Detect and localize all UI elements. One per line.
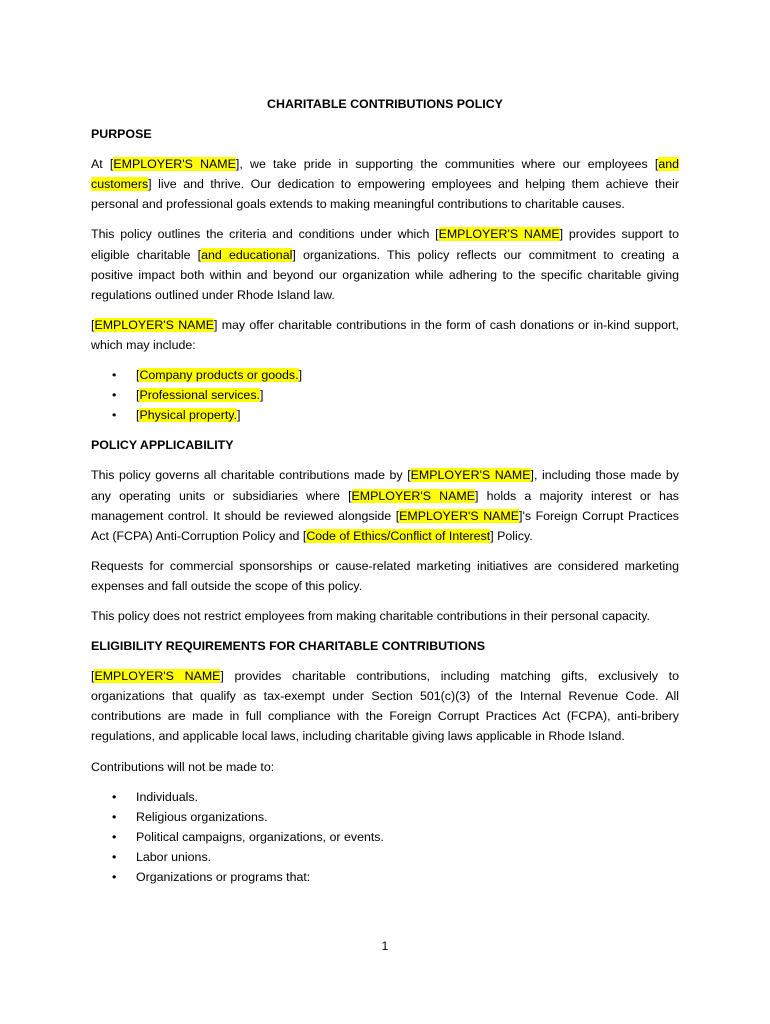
text-run: [ — [136, 408, 140, 423]
bullet-icon: • — [112, 870, 117, 884]
text-run: ] may offer charitable contributions in the form of cash donations or in-kind support, which may include: — [91, 317, 679, 352]
placeholder-employer-name: EMPLOYER'S NAME — [438, 227, 560, 242]
placeholder-employer-name: EMPLOYER'S NAME — [399, 508, 520, 523]
section-heading-applicability: POLICY APPLICABILITY — [91, 438, 234, 453]
text-run: [ — [136, 368, 140, 383]
text-run: This policy governs all charitable contributions made by [ — [91, 468, 411, 483]
bullet-icon: • — [112, 849, 117, 864]
text-run: [ — [91, 669, 95, 684]
bullet-icon: • — [112, 388, 117, 403]
list-item — [91, 807, 679, 827]
placeholder-professional-services: Professional services. — [139, 388, 260, 403]
text-run: [ — [136, 388, 140, 403]
bullet-icon: • — [112, 809, 117, 824]
list-item — [91, 405, 679, 425]
applicability-paragraph-2: Requests for commercial sponsorships or cause-related marketing initiatives are considered marketing expenses and fall outside the scope of this policy. — [91, 558, 679, 593]
placeholder-employer-name: EMPLOYER'S NAME — [410, 468, 531, 483]
list-item-text: Religious organizations. — [136, 809, 268, 824]
text-run: ]'s Foreign Corrupt Practices Act (FCPA) Anti-Corruption Policy and [ — [91, 508, 679, 543]
bullet-icon: • — [112, 789, 117, 804]
text-run: At [ — [91, 157, 114, 172]
document-body — [91, 94, 679, 897]
text-run: ] — [259, 388, 264, 403]
page-number: 1 — [381, 939, 389, 953]
eligibility-paragraph-2: Contributions will not be made to: — [91, 759, 275, 774]
placeholder-and-customers: and customers — [91, 157, 679, 192]
purpose-paragraph-2 — [91, 224, 679, 304]
list-item — [91, 365, 679, 385]
excluded-recipients-list — [91, 787, 679, 887]
text-run: ] — [298, 368, 303, 383]
text-run: ] holds a majority interest or has management control. It should be reviewed alongside [ — [91, 488, 679, 523]
text-run: [ — [91, 317, 95, 332]
placeholder-code-of-ethics: Code of Ethics/Conflict of Interest — [306, 528, 491, 543]
section-heading-purpose: PURPOSE — [91, 127, 152, 142]
placeholder-and-educational: and educational — [201, 247, 293, 262]
document-title: CHARITABLE CONTRIBUTIONS POLICY — [267, 97, 503, 111]
section-heading-eligibility: ELIGIBILITY REQUIREMENTS FOR CHARITABLE CONTRIBUTIONS — [91, 639, 485, 654]
text-run: ] — [237, 408, 241, 423]
eligibility-paragraph-1 — [91, 666, 679, 746]
placeholder-employer-name: EMPLOYER'S NAME — [351, 488, 475, 503]
in-kind-support-list — [91, 365, 679, 425]
text-run: ], including those made by any operating units or subsidiaries where [ — [91, 468, 679, 503]
list-item — [91, 827, 679, 847]
text-run: ], we take pride in supporting the communities where our employees [ — [235, 157, 659, 172]
list-item-text: Individuals. — [136, 789, 198, 804]
placeholder-company-products: Company products or goods. — [139, 368, 299, 383]
bullet-icon: • — [112, 368, 117, 383]
list-item — [91, 867, 679, 887]
list-item-text: Organizations or programs that: — [136, 870, 311, 884]
bullet-icon: • — [112, 408, 117, 423]
placeholder-physical-property: Physical property. — [139, 408, 238, 423]
text-run: ] Policy. — [490, 528, 533, 543]
placeholder-employer-name: EMPLOYER'S NAME — [94, 317, 214, 332]
text-run: ] provides support to eligible charitable [ — [91, 227, 679, 262]
list-item-text: Political campaigns, organizations, or events. — [136, 829, 384, 844]
bullet-icon: • — [112, 829, 117, 844]
text-run: ] live and thrive. Our dedication to empowering employees and helping them achieve their personal and professional goals extends to making meaningful contributions to charitable causes. — [91, 177, 679, 212]
purpose-paragraph-1 — [91, 154, 679, 214]
list-item — [91, 385, 679, 405]
list-item-text: Labor unions. — [136, 849, 212, 864]
applicability-paragraph-3: This policy does not restrict employees from making charitable contributions in their personal capacity. — [91, 608, 650, 623]
text-run: ] organizations. This policy reflects our commitment to creating a positive impact both within and beyond our organization while adhering to the specific charitable giving regulations outlined under Rhode Island law. — [91, 247, 679, 302]
list-item — [91, 787, 679, 807]
purpose-paragraph-3 — [91, 315, 679, 355]
applicability-paragraph-1 — [91, 465, 679, 545]
placeholder-employer-name: EMPLOYER'S NAME — [113, 157, 236, 172]
text-run: ] provides charitable contributions, including matching gifts, exclusively to organizations that qualify as tax-exempt under Section 501(c)(3) of the Internal Revenue Code. All contributions are made in full compliance with the Foreign Corrupt Practices Act (FCPA), anti-bribery regulations, and applicable local laws, including charitable giving laws applicable in Rhode Island. — [91, 669, 679, 744]
list-item — [91, 847, 679, 867]
text-run: This policy outlines the criteria and conditions under which [ — [91, 227, 439, 242]
placeholder-employer-name: EMPLOYER'S NAME — [94, 669, 221, 684]
